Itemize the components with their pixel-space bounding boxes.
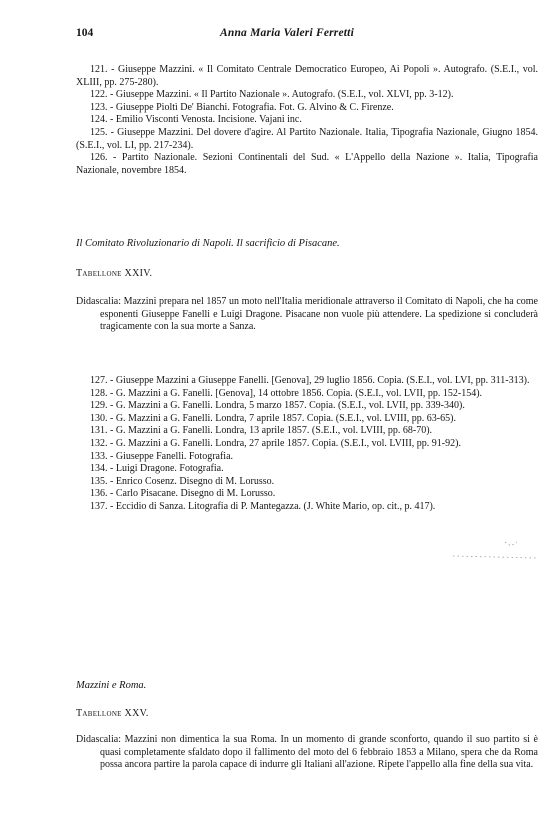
entry-128: 128. - G. Mazzini a G. Fanelli. [Genova], 14 ottobre 1856. Copia. (S.E.I., vol. LVII, pp. 152-154). — [90, 387, 483, 399]
entry-134: 134. - Luigi Dragone. Fotografia. — [90, 463, 224, 475]
caption-xxv — [76, 734, 538, 772]
entry-137: 137. - Eccidio di Sanza. Litografia di P. Mantegazza. (J. White Mario, op. cit., p. 417). — [90, 500, 436, 512]
entry-123: 123. - Giuseppe Pioltì De' Bianchi. Fotografia. Fot. G. Alvino & C. Firenze. — [90, 101, 394, 113]
caption-text: Didascalia: Mazzini non dimentica la sua Roma. In un momento di grande sconforto, quando il suo partito si è quasi completamente sfaldato dopo il fallimento del moto del 6 febbraio 1853 a Milano, spera che da Roma possa ancora partire la parola capace di indurre gli Italiani all'azione. Ripete l'appello alla fine della sua vita. — [76, 734, 538, 771]
stray-pencil-marks — [445, 536, 545, 566]
entry-129: 129. - G. Mazzini a G. Fanelli. Londra, 5 marzo 1857. Copia. (S.E.I., vol. LVII, pp. 339-340). — [90, 400, 465, 412]
entry-125: 125. - Giuseppe Mazzini. Del dovere d'agire. Al Partito Nazionale. Italia, Tipografia Nazionale, Giugno 1854. (S.E.I., vol. LI, pp. 217-234). — [76, 126, 538, 151]
section-heading-napoli: Il Comitato Rivoluzionario di Napoli. Il sacrificio di Pisacane. — [76, 238, 340, 249]
entries-top — [76, 64, 538, 177]
entry-131: 131. - G. Mazzini a G. Fanelli. Londra, 13 aprile 1857. (S.E.I., vol. LVIII, pp. 68-70). — [90, 425, 433, 437]
section-heading-roma: Mazzini e Roma. — [76, 680, 147, 691]
page-header — [76, 27, 542, 45]
entry-130: 130. - G. Mazzini a G. Fanelli. Londra, 7 aprile 1857. Copia. (S.E.I., vol. LVIII, pp. 63-65). — [90, 412, 456, 424]
caption-xxiv — [76, 296, 538, 334]
entry-121: 121. - Giuseppe Mazzini. « Il Comitato Centrale Democratico Europeo, Ai Popoli ». Autografo. (S.E.I., vol. XLIII, pp. 275-280). — [76, 64, 538, 88]
entry-135: 135. - Enrico Cosenz. Disegno di M. Lorusso. — [90, 475, 275, 487]
entry-133: 133. - Giuseppe Fanelli. Fotografia. — [90, 450, 234, 462]
entry-127: 127. - Giuseppe Mazzini a Giuseppe Fanelli. [Genova], 29 luglio 1856. Copia. (S.E.I., vol. LVI, pp. 311-313). — [90, 375, 530, 386]
entry-132: 132. - G. Mazzini a G. Fanelli. Londra, 27 aprile 1857. Copia. (S.E.I., vol. LVIII, pp. 91-92). — [90, 437, 461, 449]
entries-mid — [76, 375, 538, 514]
entry-122: 122. - Giuseppe Mazzini. « Il Partito Nazionale ». Autografo. (S.E.I., vol. XLVI, pp. 3-12). — [90, 89, 454, 101]
tabellone-xxv-label: Tabellone XXV. — [76, 708, 149, 719]
page-number: 104 — [76, 27, 94, 39]
tabellone-xxiv-label: Tabellone XXIV. — [76, 268, 153, 279]
entry-124: 124. - Emilio Visconti Venosta. Incisione. Vajani inc. — [90, 114, 302, 126]
entry-136: 136. - Carlo Pisacane. Disegno di M. Lorusso. — [90, 488, 276, 500]
running-head: Anna Maria Valeri Ferretti — [220, 27, 354, 39]
caption-text: Didascalia: Mazzini prepara nel 1857 un moto nell'Italia meridionale attraverso il Comitato di Napoli, che ha come esponenti Giuseppe Fanelli e Luigi Dragone. Pisacane non vuole più attendere. La spedizione si concluderà tragicamente con la sua morte a Sanza. — [76, 296, 538, 333]
entry-126: 126. - Partito Nazionale. Sezioni Continentali del Sud. « L'Appello della Nazione ». Italia, Tipografia Nazionale, novembre 1854. — [76, 152, 538, 176]
